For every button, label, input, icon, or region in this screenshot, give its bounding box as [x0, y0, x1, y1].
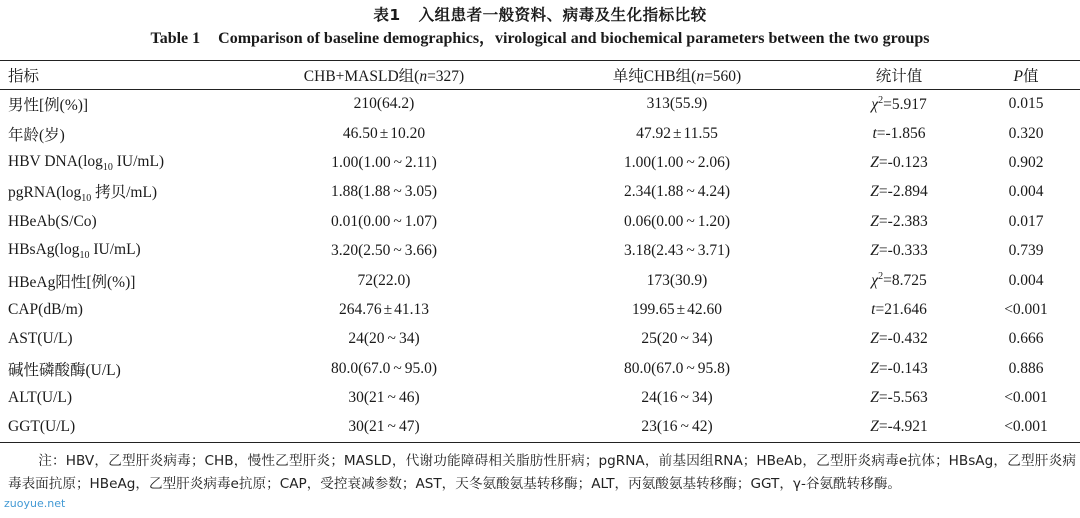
cell-stat: Z=-2.383 [870, 212, 928, 230]
cell-group1: 30(21 ~ 47) [240, 413, 528, 442]
cell-group2: 1.00(1.00 ~ 2.06) [623, 153, 731, 171]
cell-indicator: GGT(U/L) [0, 413, 240, 442]
header-p-text: P值 [1013, 68, 1039, 85]
cell-p-value: 0.886 [1008, 359, 1044, 377]
cell-p-value: <0.001 [1004, 389, 1048, 407]
cell-group1: 1.88(1.88 ~ 3.05) [330, 183, 438, 201]
cell-group2: 2.34(1.88 ~ 4.24) [623, 183, 731, 201]
cell-indicator: 男性[例(%)] [8, 97, 89, 115]
table-title-cn [0, 4, 1080, 26]
cell-p-value: 0.320 [1008, 124, 1044, 142]
table-caption-en: Comparison of baseline demographics，virological and biochemical parameters between the two groups [218, 30, 930, 47]
cell-p-value: 0.004 [1008, 271, 1044, 289]
table-row [0, 413, 1080, 442]
cell-group1: 1.00(1.00 ~ 2.11) [331, 153, 437, 171]
cell-indicator: HBeAb(S/Co) [8, 212, 97, 230]
cell-group2: 3.18(2.43 ~ 3.71) [623, 242, 731, 260]
table-title-block [0, 4, 1080, 50]
cell-group2: 0.06(0.00 ~ 1.20) [623, 212, 731, 230]
cell-group2: 25(20 ~ 34) [641, 330, 713, 348]
table-row [0, 178, 1080, 207]
table-row [0, 236, 1080, 265]
table-row [0, 383, 1080, 412]
cell-group1: 80.0(67.0 ~ 95.0) [330, 359, 438, 377]
cell-group2: 23(16 ~ 42) [528, 413, 826, 442]
cell-p-value: 0.015 [1008, 95, 1044, 113]
cell-indicator: HBeAg阳性[例(%)] [8, 273, 136, 291]
cell-p-value: <0.001 [972, 413, 1080, 442]
cell-group1: 3.20(2.50 ~ 3.66) [330, 242, 438, 260]
cell-stat: Z=-0.333 [870, 242, 928, 260]
cell-group1: 30(21 ~ 46) [348, 389, 420, 407]
cell-stat: $\chi^2=5.917$ [871, 94, 927, 114]
header-stat-text: 统计值 [875, 68, 923, 85]
table-footnote [8, 450, 1076, 496]
table-number-en: Table 1 [150, 30, 201, 47]
cell-indicator: 年龄(岁) [8, 126, 65, 144]
cell-group2: 80.0(67.0 ~ 95.8) [623, 359, 731, 377]
table-body [0, 90, 1080, 443]
table-row [0, 148, 1080, 177]
cell-stat: Z=-5.563 [870, 389, 928, 407]
cell-stat: Z=-0.143 [870, 359, 928, 377]
cell-group2: 173(30.9) [646, 271, 708, 289]
note-text: 注：HBV，乙型肝炎病毒；CHB，慢性乙型肝炎；MASLD，代谢功能障碍相关脂肪性肝病；pgRNA，前基因组RNA；HBeAb，乙型肝炎病毒e抗体；HBsAg，乙型肝炎病毒表面抗原；HBeAg，乙型肝炎病毒e抗原；CAP，受控衰减参数；AST，天冬氨酸氨基转移酶；ALT，丙氨酸氨基转移酶；GGT，γ-谷氨酰转移酶。 [8, 453, 1076, 492]
cell-indicator: AST(U/L) [8, 330, 73, 348]
cell-stat: Z=-0.123 [870, 153, 928, 171]
table-row [0, 90, 1080, 119]
table-row [0, 207, 1080, 236]
cell-stat: t=21.646 [871, 300, 927, 318]
cell-group1: 210(64.2) [353, 95, 415, 113]
header-group2-text: 单纯CHB组(n=560) [612, 68, 742, 85]
cell-stat: Z=-2.894 [870, 183, 928, 201]
cell-group2: 47.92 ± 11.55 [636, 124, 718, 142]
header-group2 [528, 61, 826, 90]
cell-indicator: HBV $DNA(\log_{10}$ IU/mL) [8, 152, 165, 174]
cell-indicator: 碱性磷酸酶(U/L) [8, 361, 121, 379]
cell-p-value: <0.001 [1004, 300, 1048, 318]
cell-group1: 72(22.0) [357, 271, 411, 289]
cell-stat: $\chi^2=8.725$ [871, 270, 927, 290]
cell-group1: 264.76 ± 41.13 [338, 300, 429, 318]
table-caption-cn: 入组患者一般资料、病毒及生化指标比较 [418, 6, 707, 24]
table-row [0, 266, 1080, 295]
cell-indicator: ALT(U/L) [8, 389, 72, 407]
header-indicator-text: 指标 [8, 68, 40, 85]
cell-stat: Z=-4.921 [826, 413, 972, 442]
cell-group1: 0.01(0.00 ~ 1.07) [330, 212, 438, 230]
comparison-table [0, 60, 1080, 443]
header-group1-text: CHB+MASLD组(n=327) [303, 68, 465, 85]
cell-group1: 46.50 ± 10.20 [342, 124, 426, 142]
table-title-en [0, 28, 1080, 50]
cell-p-value: 0.017 [1008, 212, 1044, 230]
cell-group2: 24(16 ~ 34) [641, 389, 713, 407]
cell-p-value: 0.902 [1008, 153, 1044, 171]
cell-indicator: $HBsAg(\log_{10}$ IU/mL) [8, 241, 141, 262]
cell-p-value: 0.004 [1008, 183, 1044, 201]
cell-stat: Z=-0.432 [870, 330, 928, 348]
cell-p-value: 0.739 [1008, 242, 1044, 260]
table-row [0, 119, 1080, 148]
table-row [0, 295, 1080, 324]
table-header-row [0, 61, 1080, 90]
cell-stat: t=-1.856 [872, 124, 926, 142]
header-stat [826, 61, 972, 90]
cell-indicator: CAP(dB/m) [8, 300, 83, 318]
header-p [972, 61, 1080, 90]
cell-group1: 24(20 ~ 34) [348, 330, 420, 348]
header-indicator [0, 61, 240, 90]
cell-p-value: 0.666 [1008, 330, 1044, 348]
header-group1 [240, 61, 528, 90]
cell-group2: 199.65 ± 42.60 [631, 300, 722, 318]
cell-group2: 313(55.9) [646, 95, 708, 113]
table-row [0, 354, 1080, 383]
table-number-cn: 表1 [373, 6, 401, 24]
cell-indicator: $pgRNA(\log_{10}$ 拷贝/mL) [8, 184, 158, 205]
table-row [0, 325, 1080, 354]
watermark: zuoyue.net [4, 497, 66, 510]
